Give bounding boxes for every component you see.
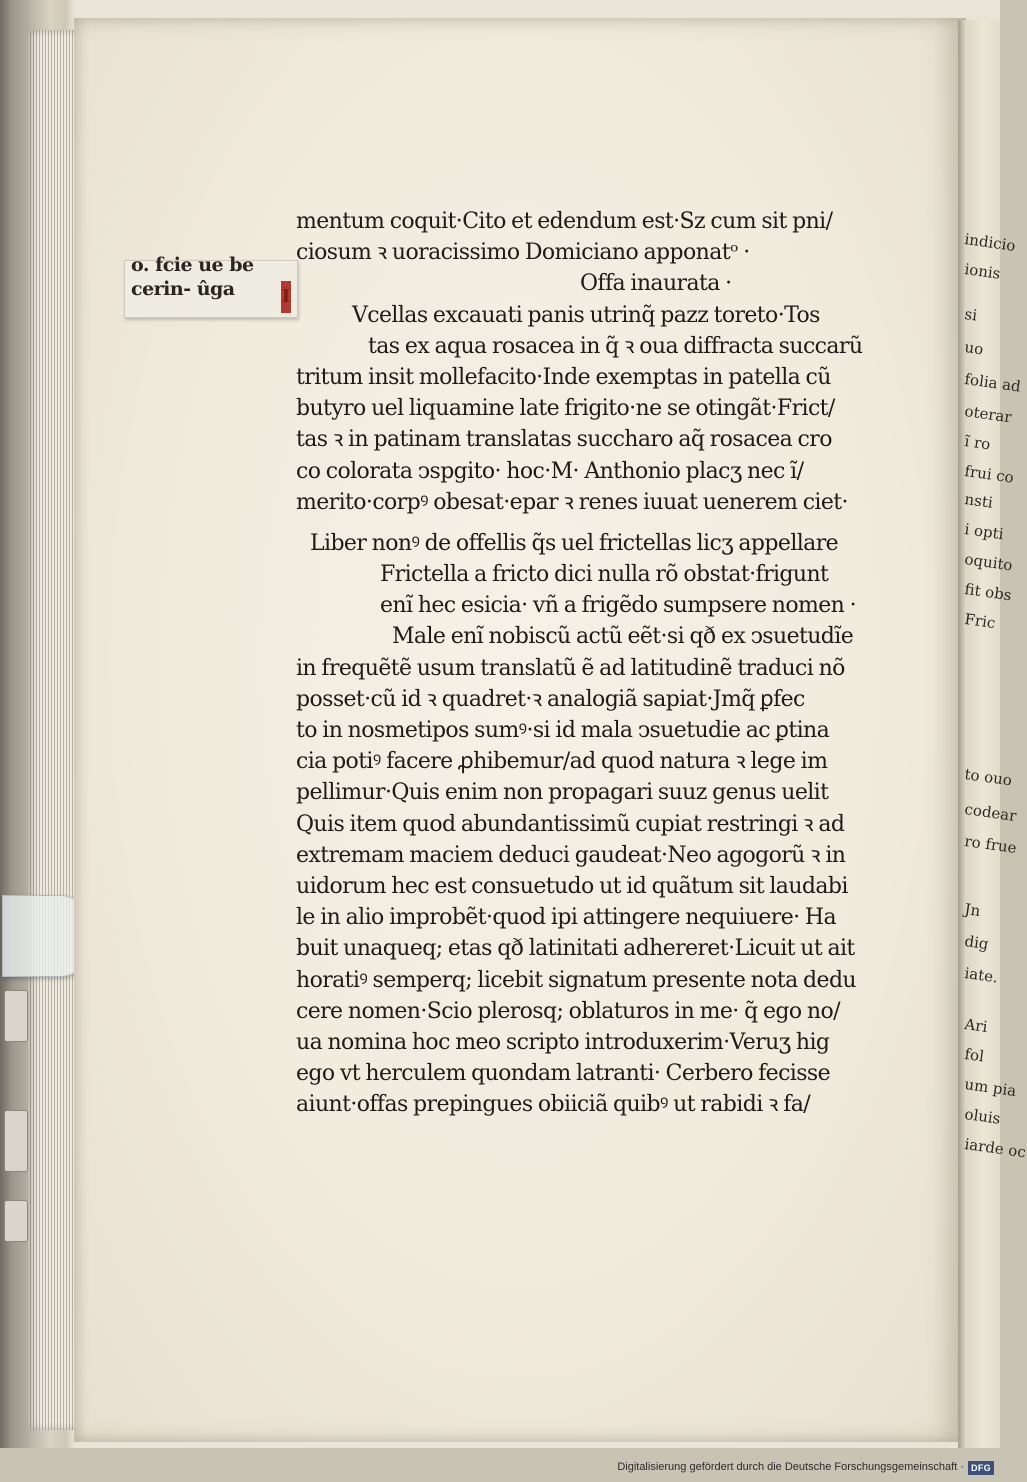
marginal-note-strip [124,254,298,318]
book-clasp [4,990,28,1042]
next-page-edge [958,20,1027,1460]
text-line: merito·corpꝰ obesat·epar ꝛ renes iuuat uenerem ciet· [296,489,848,515]
text-line: to in nosmetipos sumꝰ·si id mala ↄsuetudie ac ꝑtina [296,718,830,743]
text-line: tritum insit mollefacito·Inde exemptas in patella cũ [296,364,831,390]
next-page-fragment: codear [963,800,1018,826]
next-page-fragment: ionis [963,260,1002,283]
next-page-fragment: oquito [963,550,1014,575]
section-heading: Offa inaurata · [580,271,732,297]
text-line: buit unaqueq; etas qð latinitati adhereret·Licuit ut ait [296,936,855,962]
next-page-fragment: oterar [963,402,1013,427]
main-text-block [296,206,916,1120]
text-line: tas ex aqua rosacea in q̃ ꝛ oua diffracta succarũ [368,333,863,359]
text-line: ua nomina hoc meo scripto introduxerim·Veruʒ hig [296,1029,830,1055]
text-line: butyro uel liquamine late frigito·ne se otingãt·Frict/ [296,396,835,422]
text-line: cere nomen·Scio plerosq; oblaturos in me· q̃ ego no/ [296,998,840,1024]
next-page-fragment: fol [963,1045,986,1066]
text-line: horatiꝰ semperq; licebit signatum presente nota dedu [296,967,856,993]
next-page-fragment: Ari [963,1015,989,1036]
text-line: pellimur·Quis enim non propagari suuz genus uelit [296,780,829,806]
next-page-fragment: frui co [963,462,1015,487]
red-initial-mark [281,281,291,313]
text-line: ego vt herculem quondam latranti· Cerbero fecisse [296,1061,831,1087]
text-line: le in alio improbẽt·quod ipi attingere nequiuere· Ha [296,905,836,931]
marginal-note-line: o. fcie ue be [131,254,254,276]
next-page-fragment: nsti [963,490,994,512]
book-binding [0,0,30,1482]
dfg-logo: DFG [968,1461,994,1475]
next-page-fragment: fit obs [963,580,1013,605]
text-line: Frictella a fricto dici nulla rõ obstat·frigunt [380,562,829,588]
book-fore-edge [28,30,76,1430]
text-line: ciosum ꝛ uoracissimo Domiciano apponatᵒ · [296,240,750,266]
next-page-fragment: oluis [963,1105,1002,1128]
chapter-heading: Liber nonꝰ de offellis q̃s uel frictellas licʒ appellare [310,530,839,556]
digitization-credit: Digitalisierung gefördert durch die Deutsche Forschungsgemeinschaft · [617,1461,964,1473]
next-page-fragment: folia ad [963,370,1022,396]
footer-band [0,1448,1000,1482]
text-line: tas ꝛ in patinam translatas succharo aq̃ rosacea cro [296,427,832,453]
next-page-fragment: Jn [963,900,982,921]
next-page-fragment: uo [963,338,985,359]
text-line: cia potiꝰ facere ꝓhibemur/ad quod natura ꝛ lege im [296,749,828,775]
text-line: in frequẽtẽ usum translatũ ẽ ad latitudinẽ traduci nõ [296,655,845,681]
text-line: uidorum hec est consuetudo ut id quãtum sit laudabi [296,873,848,899]
next-page-fragment: si [963,305,979,325]
next-page-fragment: iarde oc [963,1135,1027,1162]
next-page-fragment: to ouo [963,765,1014,790]
next-page-fragment: Fric [963,610,997,633]
text-line: aiunt·offas prepingues obiiciã quibꝰ ut rabidi ꝛ fa/ [296,1092,811,1118]
text-line: extremam maciem deduci gaudeat·Neo agogorũ ꝛ in [296,842,846,868]
red-initial-letter: I [281,286,291,307]
next-page-fragment: ro frue [963,832,1018,858]
book-clasp [4,1200,28,1242]
next-page-fragment: ĩ ro [963,432,992,454]
paragraph-gap [296,518,916,528]
text-line: enĩ hec esicia· vñ a frigẽdo sumpsere nomen · [380,593,857,619]
next-page-fragment: um pia [963,1075,1018,1101]
text-line: Quis item quod abundantissimũ cupiat restringi ꝛ ad [296,811,845,837]
marginal-note-line: cerin- ûga [131,278,235,300]
text-line: co colorata ↄspgito· hoc·M· Anthonio placʒ nec ĩ/ [296,458,804,484]
book-clasp [4,1110,28,1172]
text-line: Male enĩ nobiscũ actũ eẽt·si qð ex ↄsuetudĩe [392,624,854,650]
next-page-fragment: indicio [963,230,1017,255]
next-page-fragment: i opti [963,520,1005,544]
next-page-fragment: iate. [963,964,1000,987]
text-line: posset·cũ id ꝛ quadret·ꝛ analogiã sapiat·Jmq̃ ꝑfec [296,686,805,712]
text-line: Vcellas excauati panis utrinq̃ pazz toreto·Tos [352,302,820,328]
next-page-fragment: dig [963,932,990,954]
text-line: mentum coquit·Cito et edendum est·Sz cum sit pni/ [296,209,833,234]
